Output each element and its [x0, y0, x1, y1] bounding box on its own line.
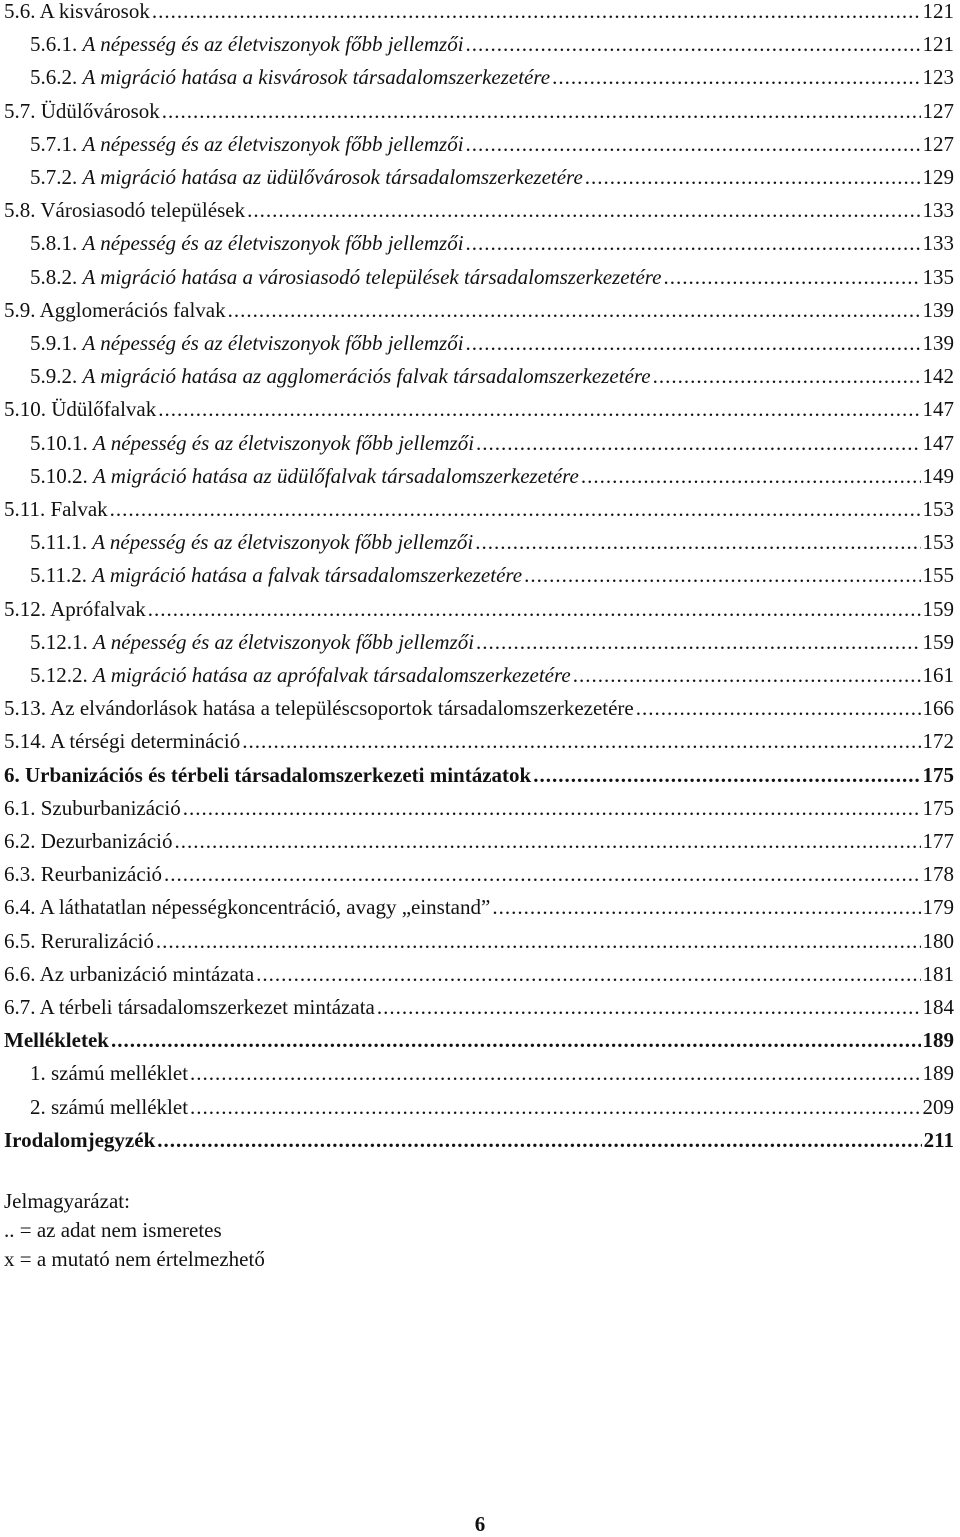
toc-entry-label: A népesség és az életviszonyok főbb jellemzői: [93, 629, 475, 654]
toc-entry-label: Városiasodó települések: [40, 198, 246, 223]
toc-entry-page: 211: [923, 1127, 954, 1152]
toc-entry-title: [30, 261, 661, 293]
toc-entry-label: Dezurbanizáció: [40, 829, 173, 853]
toc-entry-page: 127: [922, 98, 954, 123]
toc-entry-page: 179: [922, 895, 954, 920]
toc-entry-page: 135: [922, 264, 954, 289]
toc-entry-number: 5.8.1.: [30, 231, 78, 256]
toc-entry-page: 123: [922, 65, 954, 90]
toc-entry-label: A migráció hatása a városiasodó települések társadalomszerkezetére: [82, 264, 662, 289]
toc-entry-number: 5.11.1.: [30, 530, 87, 555]
toc-entry-page: 209: [922, 1094, 954, 1119]
toc-entry-number: 6.3.: [4, 862, 36, 887]
toc-entry-page: 189: [922, 1028, 954, 1053]
toc-entry-page: 181: [922, 961, 954, 986]
dot-leader: [175, 825, 921, 857]
toc-entry-title: [4, 858, 162, 890]
toc-entry[interactable]: [4, 825, 954, 857]
dot-leader: [492, 891, 920, 923]
toc-entry-page: 180: [922, 928, 954, 953]
toc-entry-label: A népesség és az életviszonyok főbb jellemzői: [82, 131, 464, 156]
toc-entry-label: Agglomerációs falvak: [39, 297, 226, 322]
toc-entry-page: 177: [922, 829, 954, 853]
toc-entry-label: Falvak: [50, 497, 108, 521]
toc-entry-number: 6.7.: [4, 995, 36, 1019]
toc-entry-number: 5.8.2.: [30, 264, 78, 289]
toc-entry-number: 5.10.1.: [30, 430, 88, 455]
dot-leader: [524, 559, 920, 591]
toc-entry[interactable]: [4, 991, 954, 1023]
dot-leader: [183, 792, 921, 824]
toc-entry[interactable]: [4, 593, 954, 625]
toc-entry-title: [4, 692, 634, 724]
toc-entry-title: [4, 825, 173, 857]
toc-entry-number: 5.11.2.: [30, 563, 87, 588]
toc-entry-label: A migráció hatása az aprófalvak társadalomszerkezetére: [93, 663, 571, 687]
toc-entry[interactable]: [30, 1091, 954, 1123]
toc-entry-title: [30, 626, 474, 658]
toc-entry-title: [4, 792, 181, 824]
dot-leader: [247, 194, 920, 226]
toc-entry-number: 6.1.: [4, 795, 36, 820]
toc-entry[interactable]: [30, 1057, 954, 1089]
toc-entry-label: Reruralizáció: [40, 928, 154, 953]
toc-entry-title: [4, 493, 108, 525]
toc-entry-number: 5.7.1.: [30, 131, 78, 156]
toc-entry-page: 142: [922, 364, 954, 389]
toc-entry-number: 6.: [4, 762, 20, 787]
dot-leader: [148, 593, 921, 625]
toc-entry[interactable]: [30, 526, 954, 558]
toc-entry-title: [30, 1091, 188, 1123]
toc-entry-label: A térségi determináció: [50, 729, 241, 754]
toc-entry-page: 149: [922, 463, 954, 488]
toc-entry[interactable]: [4, 0, 954, 27]
dot-leader: [466, 128, 921, 160]
toc-entry-title: [4, 1024, 109, 1056]
dot-leader: [466, 28, 921, 60]
toc-entry-number: 5.13.: [4, 696, 46, 721]
toc-entry-title: [4, 393, 156, 425]
page-number: 6: [474, 1512, 486, 1536]
toc-entry-page: 184: [922, 995, 954, 1019]
dot-leader: [377, 991, 921, 1023]
toc-entry[interactable]: [4, 858, 954, 890]
toc-entry-title: [4, 759, 531, 791]
toc-entry[interactable]: [4, 294, 954, 326]
toc-entry-page: 147: [922, 397, 954, 422]
toc-entry-number: 6.6.: [4, 961, 36, 986]
toc-entry-title: [30, 161, 583, 193]
toc-entry-page: 133: [922, 198, 954, 223]
toc-entry-title: [4, 294, 226, 326]
toc-entry-label: Üdülőfalvak: [51, 397, 157, 422]
toc-entry[interactable]: [4, 194, 954, 226]
toc-entry-number: 5.9.: [4, 297, 36, 322]
dot-leader: [111, 1024, 921, 1056]
toc-entry[interactable]: [30, 327, 954, 359]
toc-entry-label: A migráció hatása a kisvárosok társadalomszerkezetére: [82, 65, 551, 90]
dot-leader: [585, 161, 921, 193]
dot-leader: [152, 0, 921, 27]
toc-entry-label: A láthatatlan népességkoncentráció, avagy „einstand”: [39, 895, 491, 920]
toc-entry-title: [30, 327, 464, 359]
toc-entry-page: 129: [922, 165, 954, 189]
toc-entry-page: 172: [922, 729, 954, 754]
toc-entry-number: 5.9.1.: [30, 331, 78, 355]
toc-entry-page: 161: [922, 663, 954, 687]
toc-entry[interactable]: [4, 725, 954, 757]
toc-entry-title: [30, 61, 550, 93]
dot-leader: [162, 95, 921, 127]
dot-leader: [190, 1091, 920, 1123]
toc-entry-label: 2. számú melléklet: [30, 1094, 189, 1119]
dot-leader: [242, 725, 920, 757]
toc-entry-number: 6.5.: [4, 928, 36, 953]
toc-entry[interactable]: [4, 493, 954, 525]
dot-leader: [466, 327, 921, 359]
toc-entry-number: 5.6.1.: [30, 32, 78, 57]
dot-leader: [190, 1057, 920, 1089]
toc-entry-label: A népesség és az életviszonyok főbb jellemzői: [82, 231, 464, 256]
toc-entry-page: 155: [922, 563, 954, 588]
toc-entry-number: 6.2.: [4, 829, 36, 853]
toc-entry-number: 5.14.: [4, 729, 46, 754]
toc-entry-title: [30, 360, 651, 392]
toc-entry-page: 159: [922, 629, 954, 654]
toc-entry[interactable]: [30, 360, 954, 392]
dot-leader: [466, 227, 921, 259]
toc-entry[interactable]: [30, 28, 954, 60]
toc-entry-title: [30, 227, 464, 259]
toc-entry-label: Az urbanizáció mintázata: [39, 961, 255, 986]
toc-entry-title: [30, 128, 464, 160]
toc-entry-title: [4, 725, 240, 757]
toc-entry-label: A népesség és az életviszonyok főbb jellemzői: [92, 530, 474, 555]
dot-leader: [157, 1124, 921, 1156]
toc-entry-number: 5.11.: [4, 497, 46, 521]
toc-entry-page: 121: [922, 0, 954, 23]
toc-entry[interactable]: [4, 95, 954, 127]
toc-entry[interactable]: [30, 61, 954, 93]
toc-entry-page: 189: [922, 1061, 954, 1086]
toc-entry-label: A migráció hatása az üdülőfalvak társadalomszerkezetére: [93, 463, 579, 488]
toc-entry-title: [30, 427, 474, 459]
toc-entry-label: Irodalomjegyzék: [4, 1127, 156, 1152]
toc-entry-label: A migráció hatása az üdülővárosok társadalomszerkezetére: [82, 165, 583, 189]
toc-entry[interactable]: [4, 958, 954, 990]
toc-entry-title: [30, 659, 571, 691]
dot-leader: [158, 393, 920, 425]
toc-entry-title: [30, 1057, 188, 1089]
toc-entry-label: Az elvándorlások hatása a településcsoportok társadalomszerkezetére: [50, 696, 634, 721]
toc-entry-number: 6.4.: [4, 895, 36, 920]
toc-entry[interactable]: [30, 659, 954, 691]
toc-entry[interactable]: [4, 792, 954, 824]
toc-entry-number: 5.12.2.: [30, 663, 88, 687]
toc-entry[interactable]: [4, 393, 954, 425]
dot-leader: [228, 294, 921, 326]
toc-entry-title: [4, 925, 154, 957]
toc-entry-label: Üdülővárosok: [40, 98, 160, 123]
toc-entry-label: A népesség és az életviszonyok főbb jellemzői: [82, 32, 464, 57]
toc-entry[interactable]: [30, 559, 954, 591]
dot-leader: [552, 61, 920, 93]
toc-entry-page: 166: [922, 696, 954, 721]
toc-entry-page: 139: [922, 297, 954, 322]
toc-entry-number: 5.6.: [4, 0, 36, 23]
legend-title: Jelmagyarázat:: [4, 1189, 130, 1213]
toc-entry-page: 159: [922, 596, 954, 621]
dot-leader: [156, 925, 921, 957]
toc-entry-label: Reurbanizáció: [40, 862, 163, 887]
dot-leader: [573, 659, 921, 691]
legend-item-not-applicable: x = a mutató nem értelmezhető: [4, 1247, 265, 1271]
toc-entry-label: 1. számú melléklet: [30, 1061, 189, 1086]
toc-entry-title: [30, 28, 464, 60]
toc-entry[interactable]: [4, 1024, 954, 1056]
toc-entry[interactable]: [30, 128, 954, 160]
toc-entry-title: [4, 958, 254, 990]
toc-entry-number: 5.10.2.: [30, 463, 88, 488]
toc-entry[interactable]: [4, 692, 954, 724]
toc-entry[interactable]: [30, 427, 954, 459]
toc-entry-page: 178: [922, 862, 954, 887]
toc-entry-page: 153: [922, 497, 954, 521]
toc-entry-number: 5.12.: [4, 596, 46, 621]
toc-entry-title: [30, 460, 579, 492]
toc-entry-label: A népesség és az életviszonyok főbb jellemzői: [82, 331, 464, 355]
toc-entry[interactable]: [30, 227, 954, 259]
dot-leader: [581, 460, 921, 492]
toc-entry-title: [30, 559, 522, 591]
toc-entry-label: Urbanizációs és térbeli társadalomszerkezeti mintázatok: [25, 762, 532, 787]
toc-entry-title: [4, 991, 375, 1023]
toc-entry-title: [4, 1124, 155, 1156]
dot-leader: [110, 493, 921, 525]
toc-entry[interactable]: [4, 759, 954, 791]
toc-entry-number: 5.6.2.: [30, 65, 78, 90]
toc-entry[interactable]: [4, 891, 954, 923]
dot-leader: [256, 958, 920, 990]
toc-entry-number: 5.7.2.: [30, 165, 78, 189]
toc-entry-page: 121: [922, 32, 954, 57]
toc-entry-page: 133: [922, 231, 954, 256]
dot-leader: [164, 858, 920, 890]
dot-leader: [653, 360, 921, 392]
toc-entry-label: A térbeli társadalomszerkezet mintázata: [39, 995, 375, 1019]
toc-entry-title: [4, 891, 490, 923]
toc-entry-title: [4, 0, 150, 27]
toc-entry-number: 5.8.: [4, 198, 36, 223]
dot-leader: [533, 759, 920, 791]
toc-entry-label: Mellékletek: [4, 1028, 109, 1053]
dot-leader: [476, 427, 920, 459]
toc-entry-number: 5.9.2.: [30, 364, 78, 389]
toc-entry-title: [30, 526, 473, 558]
toc-entry[interactable]: [30, 161, 954, 193]
toc-entry[interactable]: [4, 925, 954, 957]
toc-entry-title: [4, 194, 245, 226]
toc-entry[interactable]: [4, 1124, 954, 1156]
dot-leader: [475, 526, 920, 558]
dot-leader: [636, 692, 921, 724]
toc-entry-label: A migráció hatása a falvak társadalomszerkezetére: [92, 563, 523, 588]
legend-item-unknown: .. = az adat nem ismeretes: [4, 1218, 222, 1242]
toc-entry-label: A kisvárosok: [39, 0, 150, 23]
toc-entry-title: [4, 593, 146, 625]
toc-entry-page: 175: [922, 762, 954, 787]
dot-leader: [663, 261, 920, 293]
toc-entry[interactable]: [30, 261, 954, 293]
toc-entry-number: 5.10.: [4, 397, 46, 422]
toc-entry-page: 147: [922, 430, 954, 455]
toc-entry-page: 127: [922, 131, 954, 156]
toc-entry-number: 5.12.1.: [30, 629, 88, 654]
dot-leader: [476, 626, 920, 658]
toc-entry-page: 175: [922, 795, 954, 820]
toc-entry-label: A népesség és az életviszonyok főbb jellemzői: [93, 430, 475, 455]
toc-entry-title: [4, 95, 160, 127]
toc-entry-label: A migráció hatása az agglomerációs falvak társadalomszerkezetére: [82, 364, 651, 389]
toc-entry-label: Aprófalvak: [50, 596, 146, 621]
toc-entry-number: 5.7.: [4, 98, 36, 123]
toc-entry-page: 153: [922, 530, 954, 555]
toc-entry[interactable]: [30, 626, 954, 658]
toc-entry-label: Szuburbanizáció: [40, 795, 181, 820]
toc-entry-page: 139: [922, 331, 954, 355]
toc-entry[interactable]: [30, 460, 954, 492]
